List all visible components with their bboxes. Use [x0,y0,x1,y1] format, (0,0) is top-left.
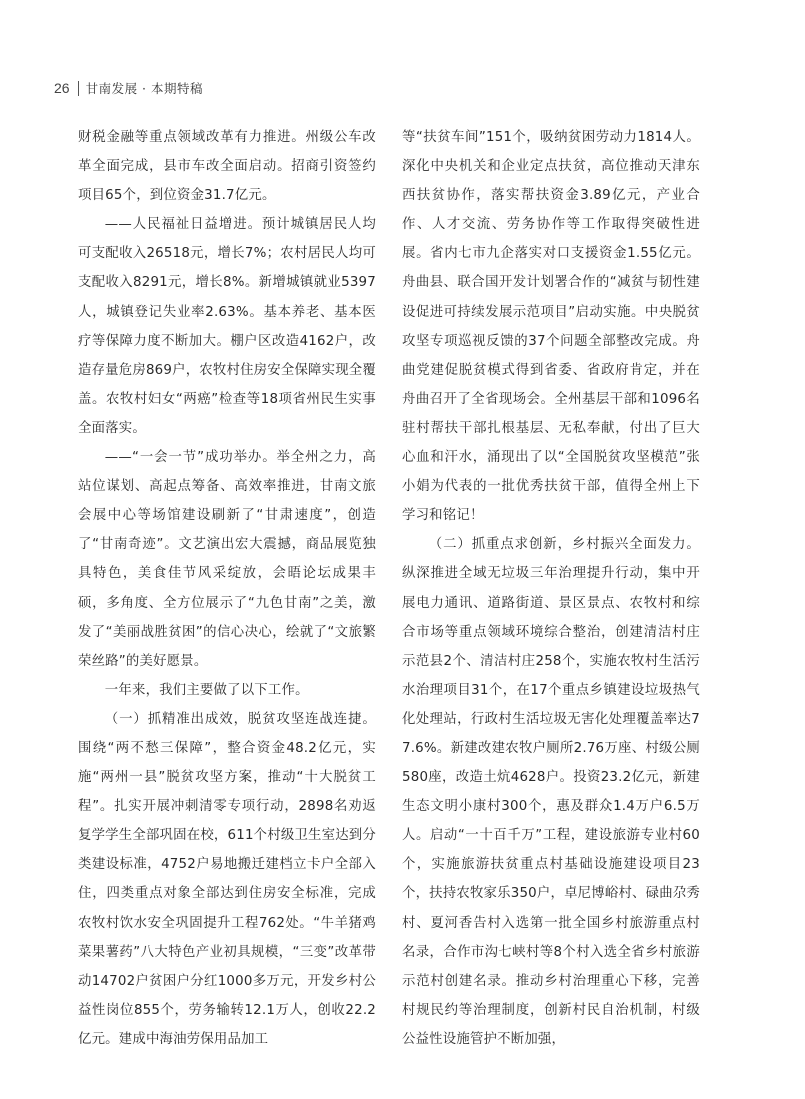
paragraph: （一）抓精准出成效，脱贫攻坚连战连捷。围绕“两不愁三保障”，整合资金48.2亿元，实施“两州一县”脱贫攻坚方案，推动“十大脱贫工程”。扎实开展冲刺清零专项行动，2898名劝返复学学生全部巩固在校，611个村级卫生室达到分类建设标准，4752户易地搬迁建档立卡户全部入住，四类重点对象全部达到住房安全标准，完成农牧村饮水安全巩固提升工程762处。“牛羊猪鸡菜果薯药”八大特色产业初具规模，“三变”改革带动14702户贫困户分红1000多万元，开发乡村公益性岗位855个，劳务输转12.1万人，创收22.2亿元。建成中海油劳保用品加工 [78,711,376,1047]
paragraph: 等“扶贫车间”151个，吸纳贫困劳动力1814人。深化中央机关和企业定点扶贫，高位推动天津东西扶贫协作，落实帮扶资金3.89亿元，产业合作、人才交流、劳务协作等工作取得突破性进展。省内七市九企落实对口支援资金1.55亿元。舟曲县、联合国开发计划署合作的“减贫与韧性建设促进可持续发展示范项目”启动实施。中央脱贫攻坚专项巡视反馈的37个问题全部整改完成。舟曲党建促脱贫模式得到省委、省政府肯定，并在舟曲召开了全省现场会。全州基层干部和1096名驻村帮扶干部扎根基层、无私奉献，付出了巨大心血和汗水，涌现出了以“全国脱贫攻坚模范”张小娟为代表的一批优秀扶贫干部，值得全州上下学习和铭记！ [402,130,700,524]
right-text-column [402,123,700,1054]
header-divider [78,81,79,96]
paragraph: ——人民福祉日益增进。预计城镇居民人均可支配收入26518元，增长7%；农村居民人均可支配收入8291元，增长8%。新增城镇就业5397人，城镇登记失业率2.63%。基本养老、基本医疗等保障力度不断加大。棚户区改造4162户，改造存量危房869户，农牧村住房安全保障实现全覆盖。农牧村妇女“两癌”检查等18项省州民生实事全面落实。 [78,217,376,436]
section-title: 甘南发展 · 本期特稿 [85,81,203,96]
paragraph: 财税金融等重点领域改革有力推进。州级公车改革全面完成，县市车改全面启动。招商引资签约项目65个，到位资金31.7亿元。 [78,130,376,204]
paragraph: ——“一会一节”成功举办。举全州之力，高站位谋划、高起点筹备、高效率推进，甘南文旅会展中心等场馆建设刷新了“甘肃速度”，创造了“甘南奇迹”。文艺演出宏大震撼，商品展览独具特色，美食佳节风采绽放，会晤论坛成果丰硕，多角度、全方位展示了“九色甘南”之美，激发了“美丽战胜贫困”的信心决心，绘就了“文旅繁荣丝路”的美好愿景。 [78,450,376,669]
running-header [54,78,203,98]
page-number: 26 [54,80,70,96]
paragraph: 一年来，我们主要做了以下工作。 [104,682,309,698]
left-text-column [78,123,376,1054]
paragraph: （二）抓重点求创新，乡村振兴全面发力。纵深推进全域无垃圾三年治理提升行动，集中开展电力通讯、道路街道、景区景点、农牧村和综合市场等重点领域环境综合整治，创建清洁村庄示范县2个、清洁村庄258个，实施农牧村生活污水治理项目31个，在17个重点乡镇建设垃圾热气化处理站，行政村生活垃圾无害化处理覆盖率达77.6%。新建改建农牧户厕所2.76万座、村级公厕580座，改造土炕4628户。投资23.2亿元，新建生态文明小康村300个，惠及群众1.4万户6.5万人。启动“一十百千万”工程，建设旅游专业村60个，实施旅游扶贫重点村基础设施建设项目23个，扶持农牧家乐350户，卓尼博峪村、碌曲尕秀村、夏河香告村入选第一批全国乡村旅游重点村名录，合作市沟七峡村等8个村入选全省乡村旅游示范村创建名录。推动乡村治理重心下移，完善村规民约等治理制度，创新村民自治机制，村级公益性设施管护不断加强， [402,537,700,1047]
